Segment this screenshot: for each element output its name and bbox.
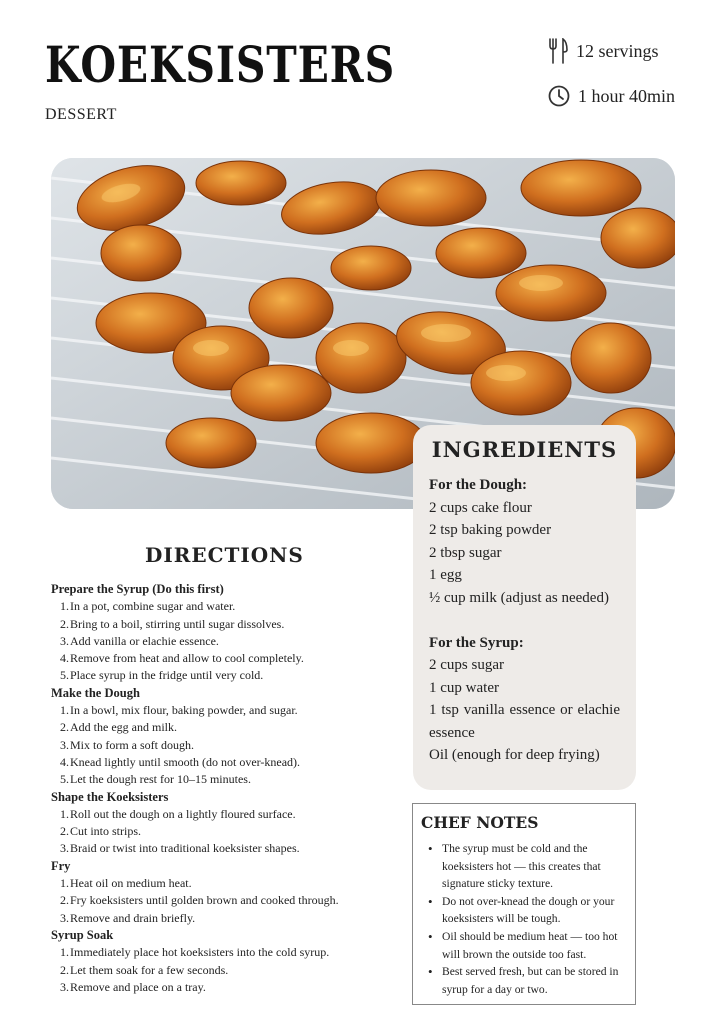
step-item: 1.In a bowl, mix flour, baking powder, and sugar.	[60, 703, 298, 718]
step-item: 2.Let them soak for a few seconds.	[60, 962, 229, 977]
section-heading: Syrup Soak	[51, 927, 114, 942]
section-heading: Shape the Koeksisters	[51, 789, 169, 804]
note-item: • Best served fresh, but can be stored in syrup for a day or two.	[421, 963, 627, 998]
clock-icon	[548, 85, 570, 107]
directions-list	[51, 581, 391, 996]
note-item: • Do not over-knead the dough or your koeksisters will be tough.	[421, 893, 627, 928]
ingredient-item: 1 cup water	[429, 679, 499, 696]
section-heading: Fry	[51, 858, 71, 873]
step-item: 1.Heat oil on medium heat.	[60, 876, 192, 891]
ingredient-item: ½ cup milk (adjust as needed)	[429, 589, 609, 606]
step-item: 3.Mix to form a soft dough.	[60, 737, 194, 752]
step-item: 2.Bring to a boil, stirring until sugar dissolves.	[60, 616, 285, 631]
ingredient-item: 2 tbsp sugar	[429, 544, 502, 561]
step-item: 2.Add the egg and milk.	[60, 720, 177, 735]
section-heading: Prepare the Syrup (Do this first)	[51, 582, 224, 596]
step-item: 1.Immediately place hot koeksisters into the cold syrup.	[60, 945, 330, 960]
section-heading: Make the Dough	[51, 685, 140, 700]
ingredient-item: 2 cups sugar	[429, 657, 504, 673]
step-item: 1.In a pot, combine sugar and water.	[60, 599, 236, 614]
step-item: 2.Cut into strips.	[60, 824, 142, 839]
directions-title: DIRECTIONS	[145, 543, 304, 567]
ingredient-item: 1 tsp vanilla essence or elachie essence	[429, 702, 620, 741]
step-item: 1.Roll out the dough on a lightly floured surface.	[60, 806, 296, 821]
note-item: • The syrup must be cold and the koeksisters hot — this creates that signature sticky texture.	[421, 840, 627, 893]
syrup-label: For the Syrup:	[429, 634, 524, 651]
ingredients-title: INGREDIENTS	[431, 437, 618, 462]
time-info	[548, 85, 675, 107]
step-item: 4.Remove from heat and allow to cool completely.	[60, 651, 304, 666]
fork-knife-icon	[548, 38, 568, 64]
step-item: 3.Add vanilla or elachie essence.	[60, 633, 219, 648]
step-item: 3.Remove and place on a tray.	[60, 979, 206, 994]
dough-label: For the Dough:	[429, 477, 528, 493]
step-item: 3.Braid or twist into traditional koeksister shapes.	[60, 841, 300, 856]
chef-notes-title: CHEF NOTES	[421, 813, 539, 832]
note-item: • Oil should be medium heat — too hot will brown the outside too fast.	[421, 928, 627, 963]
step-item: 5.Place syrup in the fridge until very cold.	[60, 668, 264, 683]
time-text: 1 hour 40min	[578, 85, 675, 106]
step-item: 3.Remove and drain briefly.	[60, 910, 196, 925]
recipe-title: KOEKSISTERS	[45, 35, 395, 94]
recipe-category: DESSERT	[45, 106, 117, 123]
ingredient-item: 1 egg	[429, 567, 462, 583]
step-item: 4.Knead lightly until smooth (do not over-knead).	[60, 754, 301, 769]
servings-info	[548, 38, 659, 64]
step-item: 5.Let the dough rest for 10–15 minutes.	[60, 772, 251, 787]
step-item: 2.Fry koeksisters until golden brown and cooked through.	[60, 893, 339, 908]
ingredient-item: Oil (enough for deep frying)	[429, 747, 600, 763]
chef-notes-list	[421, 840, 627, 998]
ingredients-card	[413, 425, 636, 790]
servings-text: 12 servings	[576, 40, 659, 61]
chef-notes-box	[412, 803, 636, 1005]
ingredient-item: 2 cups cake flour	[429, 499, 532, 516]
ingredient-item: 2 tsp baking powder	[429, 522, 552, 538]
